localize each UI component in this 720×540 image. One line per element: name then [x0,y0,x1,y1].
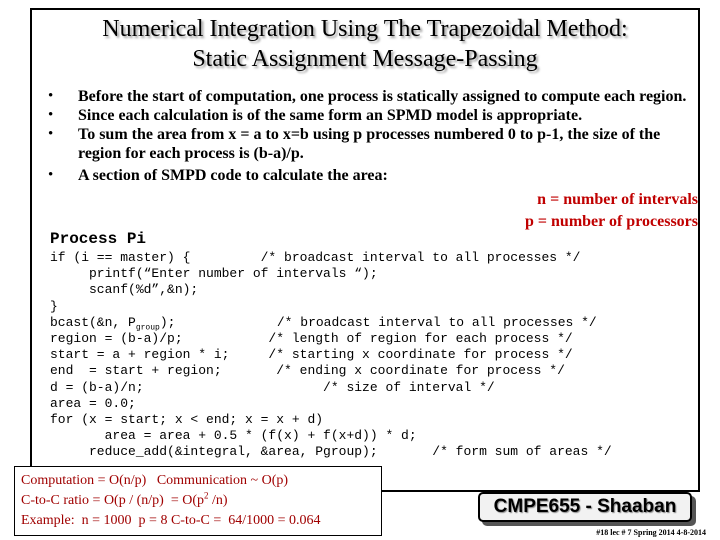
bullet-text: A section of SMPD code to calculate the area: [78,167,388,184]
bullet-icon: • [48,88,54,104]
code-line: } [50,298,58,314]
code-fragment: bcast(&n, P [50,314,136,330]
code-line: for (x = start; x < end; x = x + d) [50,412,324,428]
code-line: if (i == master) { /* broadcast interval to all processes */ [50,250,581,265]
slide-footer: #18 lec # 7 Spring 2014 4-8-2014 [596,528,706,537]
title-line-2: Static Assignment Message-Passing [192,46,538,72]
bullet-item [48,166,698,185]
ratio-text: C-to-C ratio = O(p / (n/p) = O(p [21,493,204,508]
bullet-icon: • [48,107,54,123]
code-line: start = a + region * i; /* starting x coordinate for process */ [50,347,573,363]
bullet-text: Before the start of computation, one process is statically assigned to compute each region. [78,88,687,105]
note-intervals: n = number of intervals [537,191,698,208]
slide-title [30,14,700,74]
bullet-item [48,125,698,163]
code-line [50,315,612,331]
bullet-icon: • [48,167,54,183]
ratio-line [21,491,375,511]
bullet-text: Since each calculation is of the same form an SPMD model is appropriate. [78,107,583,124]
bullet-icon: • [48,126,54,142]
bullet-item [48,106,698,125]
code-line: reduce_add(&integral, &area, Pgroup); /* form sum of areas */ [50,444,612,460]
ratio-exponent: 2 [203,490,209,501]
example-line: Example: n = 1000 p = 8 C-to-C = 64/1000 = 0.064 [21,513,321,528]
code-heading: Process Pi [50,230,147,248]
code-line: end = start + region; /* ending x coordinate for process */ [50,363,565,379]
ratio-text-end: /n) [208,493,228,508]
complexity-line: Computation = O(n/p) Communication ~ O(p) [21,473,289,488]
code-line: printf(“Enter number of intervals “); [50,266,378,282]
complexity-box [14,466,382,536]
course-badge: CMPE655 - Shaaban [478,492,692,522]
code-subscript: group [135,323,160,333]
code-line: region = (b-a)/p; /* length of region for each process */ [50,331,573,347]
code-line: d = (b-a)/n; /* size of interval */ [50,379,495,395]
title-line-1: Numerical Integration Using The Trapezoidal Method: [102,16,628,42]
bullet-text: To sum the area from x = a to x=b using p processes numbered 0 to p-1, the size of the region for each process is (b-a)/p. [78,126,661,162]
code-fragment: ); /* broadcast interval to all processes */ [159,314,597,330]
definitions-note [525,189,698,233]
code-block [50,250,612,461]
bullet-item [48,87,698,106]
note-processors: p = number of processors [525,213,698,230]
code-line: scanf(%d”,&n); [50,282,199,298]
bullet-list [48,87,698,185]
code-line: area = 0.0; [50,395,136,411]
code-line: area = area + 0.5 * (f(x) + f(x+d)) * d; [50,428,417,444]
